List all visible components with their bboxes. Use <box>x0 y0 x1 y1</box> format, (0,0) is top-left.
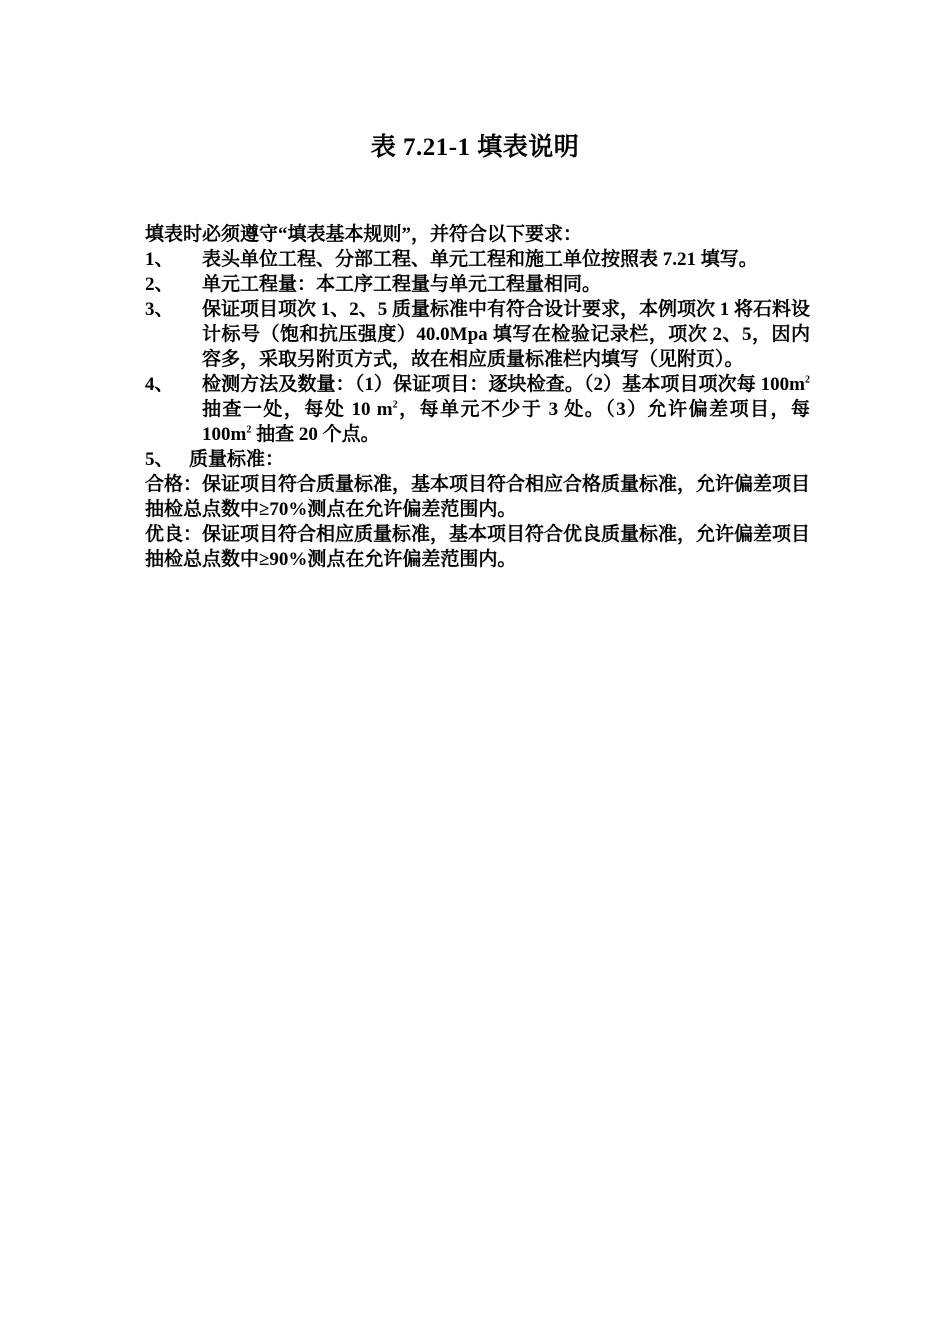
item-text: 质量标准： <box>189 449 285 470</box>
item-number: 5、 <box>145 449 174 470</box>
superscript: 2 <box>805 374 810 386</box>
list-item-3 <box>145 297 810 372</box>
item-text: 保证项目项次 1、2、5 质量标准中有符合设计要求，本例项次 1 将石料设计标号（饱和抗压强度）40.0Mpa 填写在检验记录栏，项次 2、5，因内容多，采取另附页方式，故在相应质量标准栏内填写（见附页）。 <box>202 299 811 370</box>
item-number: 3、 <box>145 299 174 320</box>
list-item-2 <box>145 272 810 297</box>
instructions-body <box>145 222 810 572</box>
list-item-1 <box>145 247 810 272</box>
list-item-4 <box>145 372 810 447</box>
item-text-part: 抽查一处，每处 10 m <box>202 399 393 420</box>
item-number: 2、 <box>145 274 174 295</box>
item-text: 表头单位工程、分部工程、单元工程和施工单位按照表 7.21 填写。 <box>202 249 758 270</box>
page-title: 表 7.21-1 填表说明 <box>370 134 580 161</box>
superscript: 2 <box>392 399 398 411</box>
intro-text: 填表时必须遵守“填表基本规则”，并符合以下要求： <box>145 224 583 245</box>
item-text-part: ，每单元不少于 3 处。（3）允许偏差项目，每 100m <box>202 399 810 445</box>
item-text-part: 抽查 20 个点。 <box>251 424 380 445</box>
excellent-standard-text: 优良：保证项目符合相应质量标准，基本项目符合优良质量标准，允许偏差项目抽检总点数中≥90%测点在允许偏差范围内。 <box>145 524 811 570</box>
item-text: 单元工程量：本工序工程量与单元工程量相同。 <box>202 274 602 295</box>
qualified-standard-text: 合格：保证项目符合质量标准，基本项目符合相应合格质量标准，允许偏差项目抽检总点数中≥70%测点在允许偏差范围内。 <box>145 474 811 520</box>
superscript: 2 <box>246 424 252 436</box>
item-number: 1、 <box>145 249 174 270</box>
item-number: 4、 <box>145 374 174 395</box>
list-item-5 <box>145 447 810 472</box>
item-text-part: 检测方法及数量：（1）保证项目：逐块检查。（2）基本项目项次每 100m <box>202 374 805 395</box>
item-text <box>202 372 810 447</box>
